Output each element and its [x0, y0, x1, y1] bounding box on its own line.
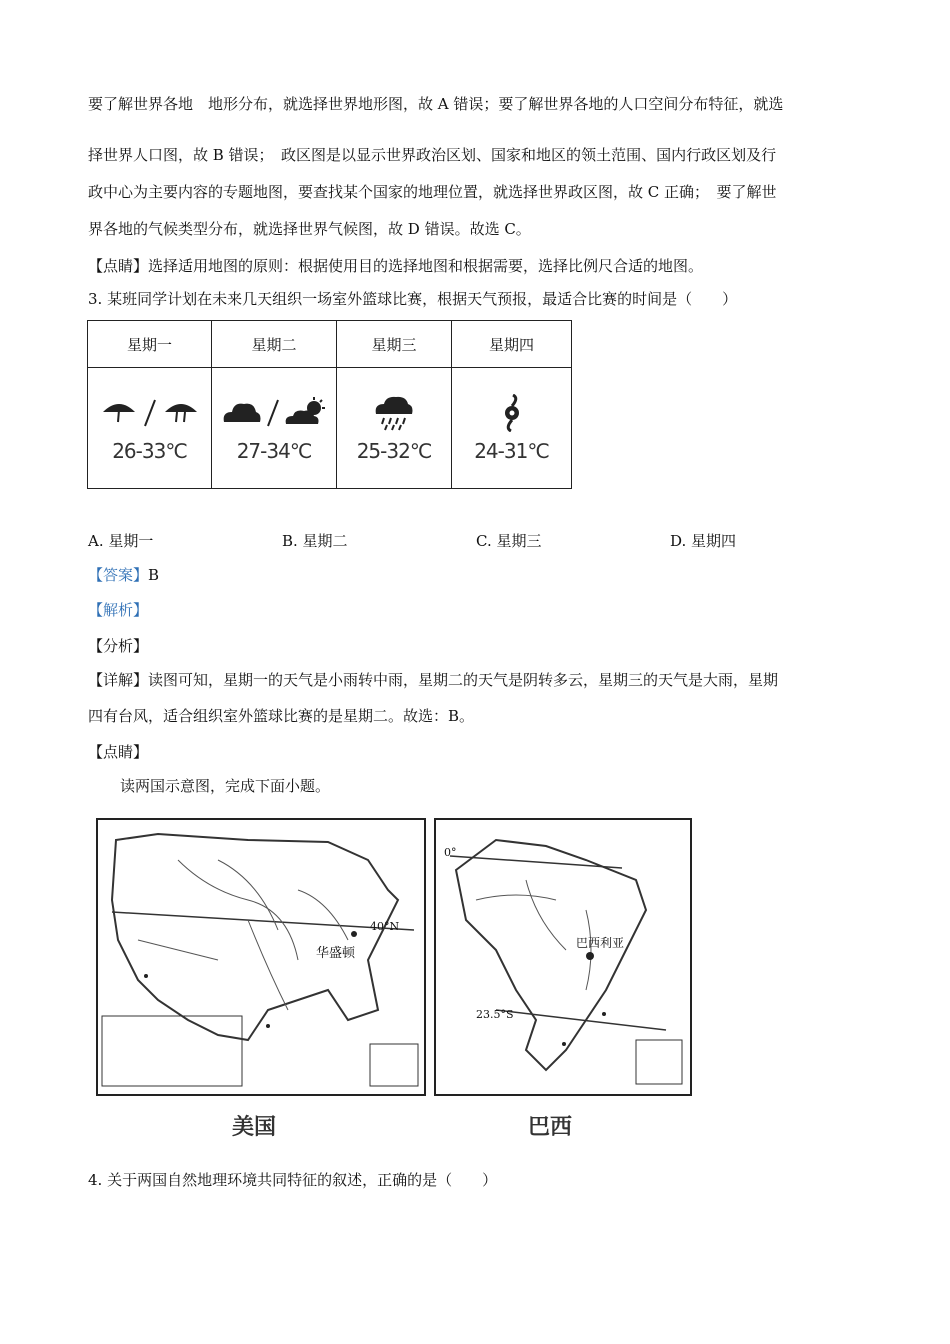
usa-map [96, 818, 426, 1096]
paragraph-line-3: 政中心为主要内容的专题地图，要查找某个国家的地理位置，就选择世界政区图，故 C 正确； 要了解世 [88, 183, 777, 201]
detail-line-1: 【详解】读图可知，星期一的天气是小雨转中雨，星期二的天气是阴转多云，星期三的天气是大雨，星期 [88, 671, 779, 689]
heavy-rain-icon [372, 394, 416, 432]
usa-capital-label: 华盛顿 [316, 946, 356, 961]
brazil-map-title: 巴西 [528, 1115, 573, 1140]
weather-forecast-table [87, 320, 572, 489]
brazil-map [434, 818, 692, 1096]
paragraph-line-4: 界各地的气候类型分布，就选择世界气候图，故 D 错误。故选 C。 [88, 220, 531, 238]
temp-mon: 26-33℃ [112, 439, 187, 463]
analysis-tag: 【解析】 [88, 601, 149, 619]
temp-tue: 27-34℃ [236, 439, 312, 463]
answer-line [88, 565, 159, 585]
forecast-cell-tue [212, 368, 337, 489]
slash-icon [143, 396, 157, 430]
forecast-cell-wed [337, 368, 452, 489]
brazil-map-drawing [436, 820, 690, 1094]
day-header-mon: 星期一 [88, 321, 212, 368]
option-c[interactable]: C. 星期三 [476, 532, 542, 550]
overcast-icon [220, 396, 262, 430]
partly-cloudy-icon [284, 396, 328, 430]
question-3-stem: 3. 某班同学计划在未来几天组织一场室外篮球比赛，根据天气预报，最适合比赛的时间是（ ） [88, 290, 738, 308]
usa-latitude-label: 40°N [370, 920, 400, 933]
option-a[interactable]: A. 星期一 [88, 532, 154, 550]
dianjing-line: 【点睛】选择适用地图的原则：根据使用目的选择地图和根据需要，选择比例尺合适的地图。 [88, 257, 704, 275]
usa-map-title: 美国 [232, 1115, 277, 1140]
forecast-cell-thu [452, 368, 572, 489]
day-header-tue: 星期二 [212, 321, 337, 368]
option-d[interactable]: D. 星期四 [670, 532, 737, 550]
dianjing-tag: 【点睛】 [88, 743, 149, 761]
paragraph-line-2: 择世界人口图，故 B 错误； 政区图是以显示世界政治区划、国家和地区的领土范围、国内行政区划及行 [88, 146, 777, 164]
answer-tag: 【答案】 [88, 566, 149, 584]
tropic-label: 23.5°S [476, 1008, 514, 1021]
temp-wed: 25-32℃ [356, 439, 432, 463]
intro-text: 读两国示意图，完成下面小题。 [120, 777, 331, 795]
light-rain-icon [99, 396, 139, 430]
detail-line-2: 四有台风，适合组织室外篮球比赛的是星期二。故选：B。 [88, 707, 475, 725]
typhoon-icon [497, 394, 527, 432]
equator-label: 0° [444, 846, 457, 859]
temp-thu: 24-31℃ [474, 439, 549, 463]
fenxi-tag: 【分析】 [88, 637, 149, 655]
paragraph-line-1: 要了解世界各地 地形分布，就选择世界地形图，故 A 错误；要了解世界各地的人口空间分布特征，就选 [88, 95, 784, 113]
forecast-cell-mon [88, 368, 212, 489]
usa-map-drawing [98, 820, 424, 1094]
option-b[interactable]: B. 星期二 [282, 532, 348, 550]
day-header-wed: 星期三 [337, 321, 452, 368]
slash-icon [266, 396, 280, 430]
answer-value: B [148, 566, 160, 584]
brazil-capital-label: 巴西利亚 [576, 936, 625, 950]
question-4-stem: 4. 关于两国自然地理环境共同特征的叙述，正确的是（ ） [88, 1171, 498, 1189]
moderate-rain-icon [161, 396, 201, 430]
day-header-thu: 星期四 [452, 321, 572, 368]
